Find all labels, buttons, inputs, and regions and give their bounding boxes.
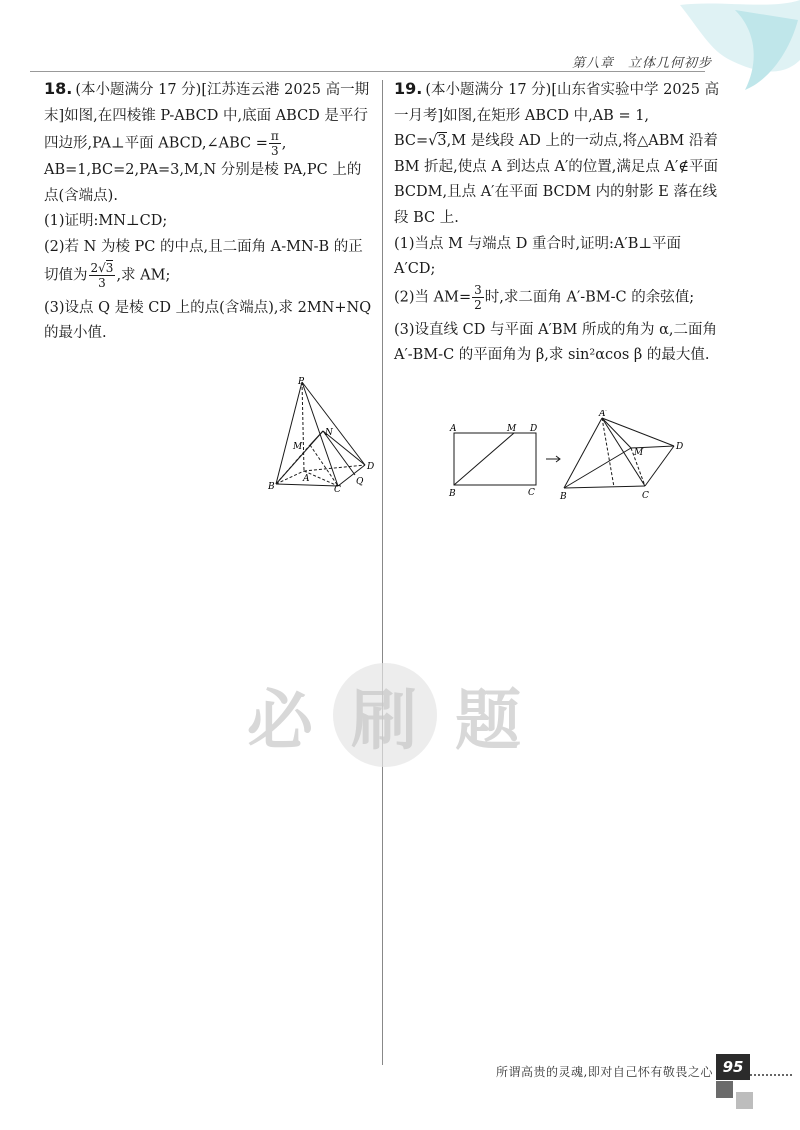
q18-line1: (本小题满分 17 分)[江苏连云港 2025 高一期末]如图,在四棱锥 P-ABCD 中,底面 ABCD 是平行四边形,PA⊥平面 ABCD,∠ABC =	[44, 82, 370, 152]
chapter-title: 第八章 立体几何初步	[571, 56, 712, 71]
q19-line2: ,M 是线段 AD 上的一动点,将△ABM 沿着 BM 折起,使点 A 到达点 A′的位置,满足点 A′∉平面 BCDM,且点 A′在平面 BCDM 内的射影 E 落在线段 BC 上.	[394, 133, 718, 226]
q18-number: 18.	[44, 79, 73, 98]
q19-part3: (3)设直线 CD 与平面 A′BM 所成的角为 α,二面角 A′-BM-C 的平面角为 β,求 sin²αcos β 的最大值.	[394, 321, 717, 364]
q19-folding-figure	[446, 410, 696, 505]
svg-text:必: 必	[247, 682, 313, 759]
q19-part2: (2)当 AM= $\frac{3}{2}$ 时,求二面角 A′-BM-C 的余弦值;	[394, 282, 695, 312]
label-C: C	[334, 485, 341, 493]
label-M: M	[293, 442, 303, 452]
q18-part2: (2)若 N 为棱 PC 的中点,且二面角 A-MN-B 的正切值为 $\frac{2√3}{3}$ ,求 AM;	[44, 238, 363, 290]
q18-tan-fraction: $\frac{2√3}{3}$	[90, 260, 114, 290]
header-rule	[30, 71, 705, 72]
label-D: D	[530, 424, 538, 434]
column-divider	[382, 80, 383, 1065]
label-C: C	[528, 488, 535, 498]
label-N: N	[325, 428, 333, 438]
label-M: M	[507, 424, 517, 434]
question-18	[44, 76, 374, 347]
q18-angle-fraction: $\frac{\pi}{3}$	[270, 129, 279, 159]
label-D2: D	[676, 442, 684, 452]
q18-line2: AB=1,BC=2,PA=3,M,N 分别是棱 PA,PC 上的点(含端点).	[44, 162, 362, 204]
svg-text:题: 题	[455, 682, 521, 759]
q19-part1: (1)当点 M 与端点 D 重合时,证明:A′B⊥平面 A′CD;	[394, 235, 681, 278]
question-19	[394, 76, 722, 369]
label-A: A	[303, 474, 310, 484]
page-number: 95	[716, 1054, 750, 1080]
label-B: B	[449, 489, 456, 499]
footer-dots	[750, 1074, 792, 1076]
label-B: B	[268, 482, 275, 492]
label-A: A	[450, 424, 457, 434]
svg-text:刷: 刷	[351, 682, 417, 759]
q19-line1: (本小题满分 17 分)[山东省实验中学 2025 高一月考]如图,在矩形 ABCD 中,AB = 1,	[394, 82, 720, 124]
q18-pyramid-figure	[268, 375, 378, 493]
label-C2: C	[642, 491, 649, 501]
footer-square-light	[736, 1092, 753, 1109]
q18-part3: (3)设点 Q 是棱 CD 上的点(含端点),求 2MN+NQ 的最小值.	[44, 299, 372, 342]
footer-square-dark	[716, 1081, 733, 1098]
label-Q: Q	[356, 477, 364, 487]
q19-number: 19.	[394, 79, 423, 98]
label-B2: B	[560, 492, 567, 502]
q19-stem: 19. (本小题满分 17 分)[山东省实验中学 2025 高一月考]如图,在矩形 ABCD 中,AB = 1, BC=√3,M 是线段 AD 上的一动点,将△ABM 沿着 BM 折起,使点 A 到达点 A′的位置,满足点 A′∉平面 BCDM,且点 A′在平面 BCDM 内的射影 E 落在线段 BC 上.	[394, 79, 720, 226]
label-M2: M	[634, 448, 644, 458]
q18-part1: (1)证明:MN⊥CD;	[44, 213, 168, 230]
label-D: D	[367, 462, 375, 472]
q19-am-fraction: $\frac{3}{2}$	[474, 282, 482, 312]
q18-stem: 18. (本小题满分 17 分)[江苏连云港 2025 高一期末]如图,在四棱锥 P-ABCD 中,底面 ABCD 是平行四边形,PA⊥平面 ABCD,∠ABC = $\frac{\pi}{3}$ , AB=1,BC=2,PA=3,M,N 分别是棱 PA,PC 上的点(含端点).	[44, 79, 370, 204]
label-A-prime: A′	[599, 410, 608, 419]
label-P: P	[298, 377, 305, 387]
footer-motto: 所谓高贵的灵魂,即对自己怀有敬畏之心	[496, 1065, 713, 1079]
watermark-logo	[245, 655, 525, 775]
